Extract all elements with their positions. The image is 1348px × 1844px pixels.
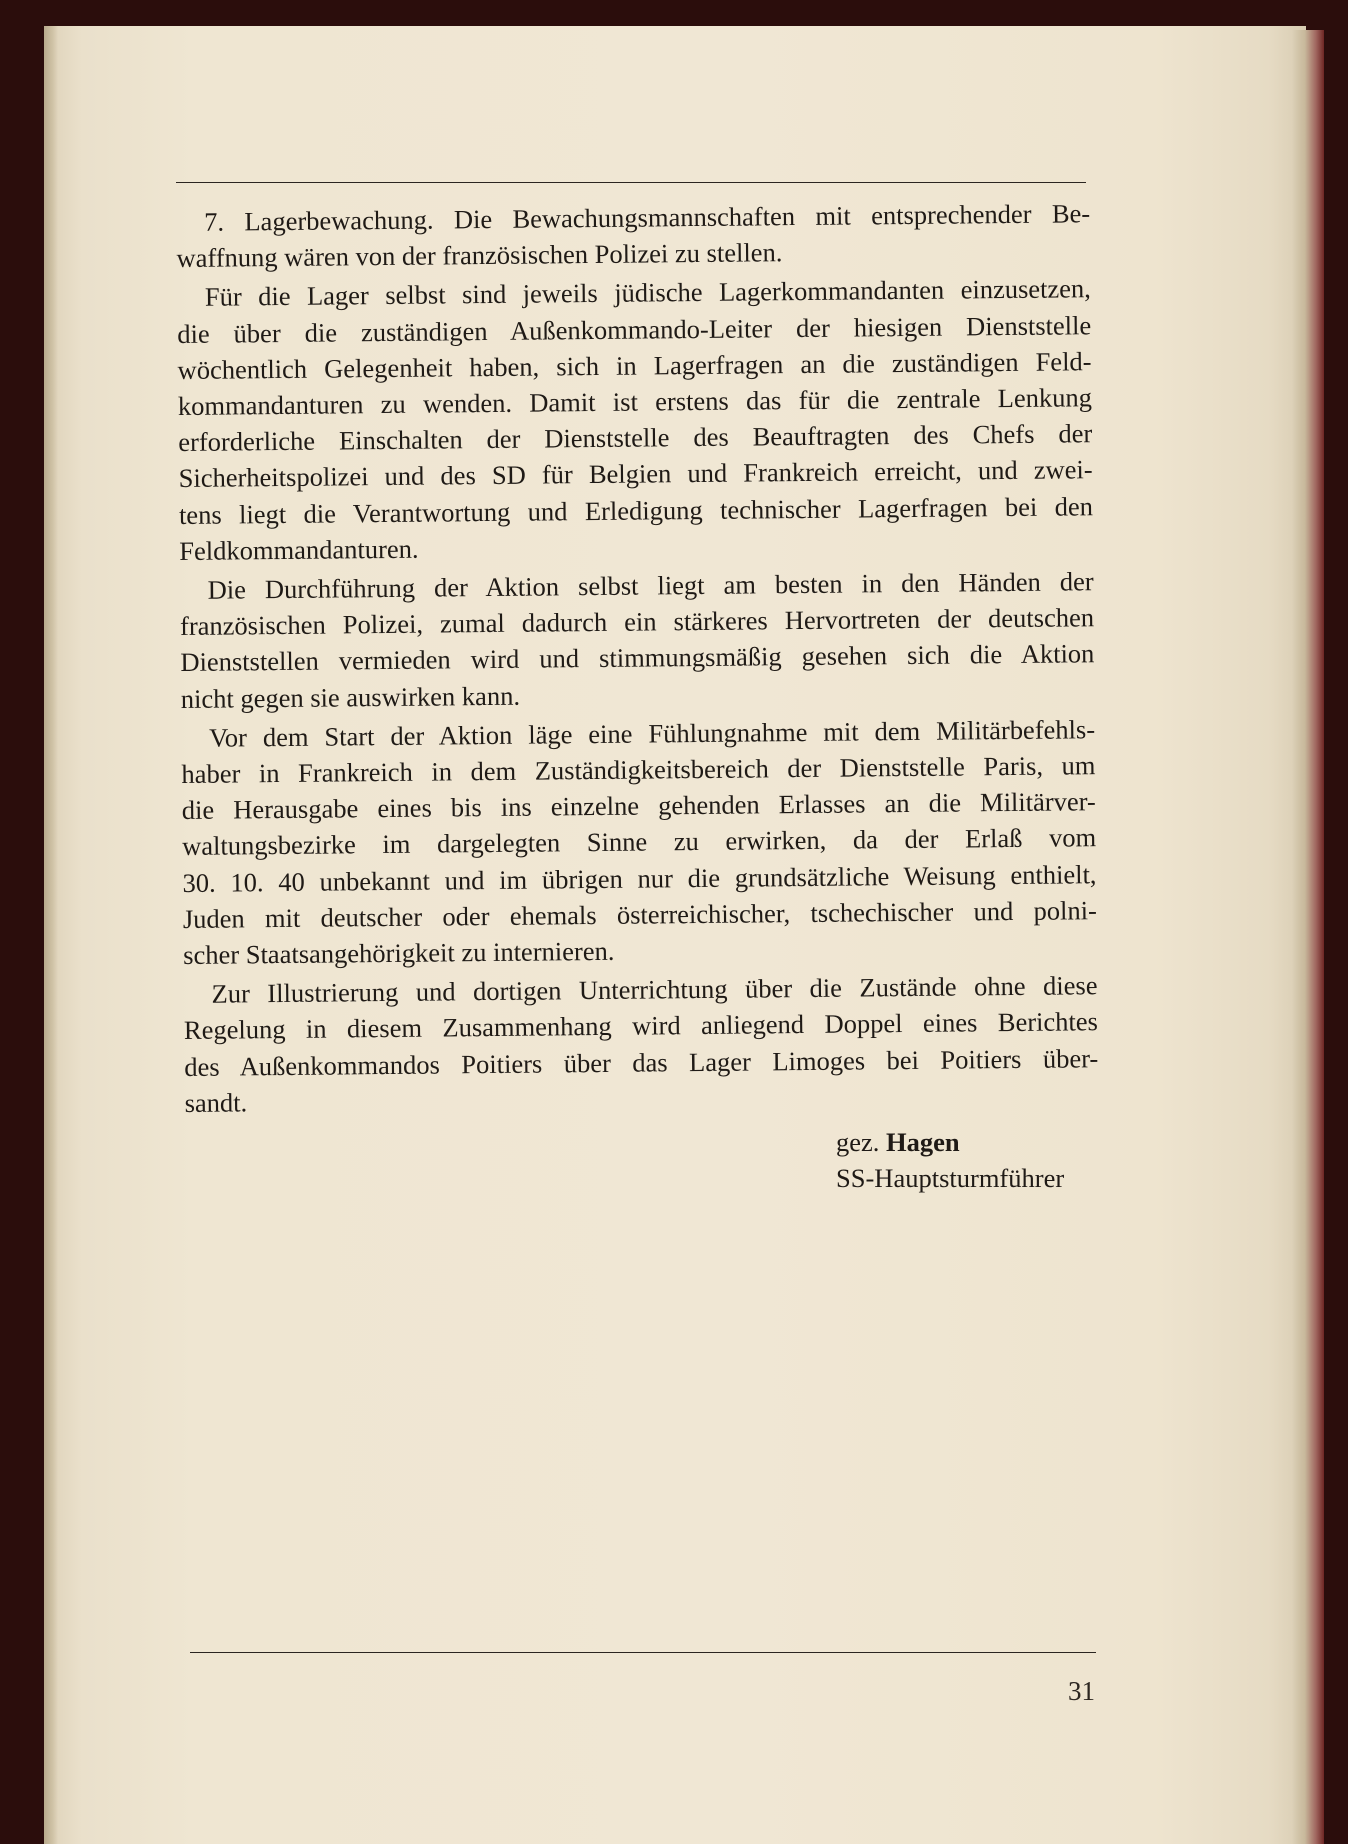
text-line: Dienststellen vermieden wird und stimmungsmäßig gesehen sich die Aktion [180, 638, 1095, 678]
signature-block [836, 1124, 1064, 1196]
text-line: die Herausgabe eines bis ins einzelne gehenden Erlasses an die Militärver- [181, 786, 1096, 826]
text-line: erforderliche Einschalten der Dienststelle des Beauftragten des Chefs der [178, 418, 1093, 458]
body-text [176, 195, 1099, 1124]
text-line: haber in Frankreich in dem Zuständigkeitsbereich der Dienststelle Paris, um [181, 750, 1096, 790]
text-line: scher Staatsangehörigkeit zu internieren. [183, 935, 615, 971]
text-line: 30. 10. 40 unbekannt und im übrigen nur die grundsätzliche Weisung enthielt, [182, 858, 1097, 898]
paragraph [177, 271, 1094, 569]
signature-line [836, 1124, 1064, 1160]
text-line: kommandanturen zu wenden. Damit ist erstens das für die zentrale Lenkung [177, 382, 1093, 422]
text-line: Juden mit deutscher oder ehemals österreichischer, tschechischer und polni- [182, 895, 1097, 934]
text-line: sandt. [184, 1087, 248, 1118]
text-line: nicht gegen sie auswirken kann. [180, 680, 521, 714]
text-line: Regelung in diesem Zusammenhang wird anliegend Doppel eines Berichtes [183, 1006, 1099, 1046]
text-line: waffnung wären von der französischen Polizei zu stellen. [176, 237, 783, 274]
page-edge [1292, 30, 1324, 1844]
text-line: die über die zuständigen Außenkommando-Leiter der hiesigen Dienststelle [177, 309, 1092, 349]
text-line: des Außenkommandos Poitiers über das Lager Limoges bei Poitiers über- [184, 1042, 1099, 1082]
paragraph [183, 967, 1098, 1121]
signatory-name: Hagen [886, 1127, 960, 1157]
text-line: französischen Polizei, zumal dadurch ein stärkeres Hervortreten der deutschen [179, 602, 1095, 642]
signatory-rank: SS-Hauptsturmführer [836, 1163, 1065, 1193]
page-number: 31 [1068, 1676, 1095, 1706]
text-line: Für die Lager selbst sind jeweils jüdische Lagerkommandanten einzusetzen, [204, 273, 1091, 313]
text-line: wöchentlich Gelegenheit haben, sich in Lagerfragen an die zuständigen Feld- [177, 346, 1092, 385]
text-line: Sicherheitspolizei und des SD für Belgien und Frankreich erreicht, und zwei- [178, 454, 1093, 494]
top-rule [176, 182, 1086, 183]
text-line: tens liegt die Verantwortung und Erledigung technischer Lagerfragen bei den [178, 490, 1094, 530]
paragraph [180, 563, 1095, 717]
text-line: Feldkommandanturen. [179, 533, 419, 566]
text-line: 7. Lagerbewachung. Die Bewachungsmannschaften mit entsprechender Be- [204, 198, 1091, 237]
text-line: Die Durchführung der Aktion selbst liegt am besten in den Händen der [207, 566, 1094, 605]
bottom-rule [190, 1652, 1096, 1653]
text-line: Zur Illustrierung und dortigen Unterrichtung über die Zustände ohne diese [211, 970, 1098, 1009]
text-line: waltungsbezirke im dargelegten Sinne zu erwirken, da der Erlaß vom [182, 822, 1097, 862]
signature-prefix: gez. [836, 1127, 880, 1157]
text-line: Vor dem Start der Aktion läge eine Fühlungnahme mit dem Militärbefehls- [208, 714, 1096, 753]
paragraph [176, 195, 1091, 276]
paragraph [181, 711, 1097, 973]
binding-edge [44, 26, 58, 1844]
